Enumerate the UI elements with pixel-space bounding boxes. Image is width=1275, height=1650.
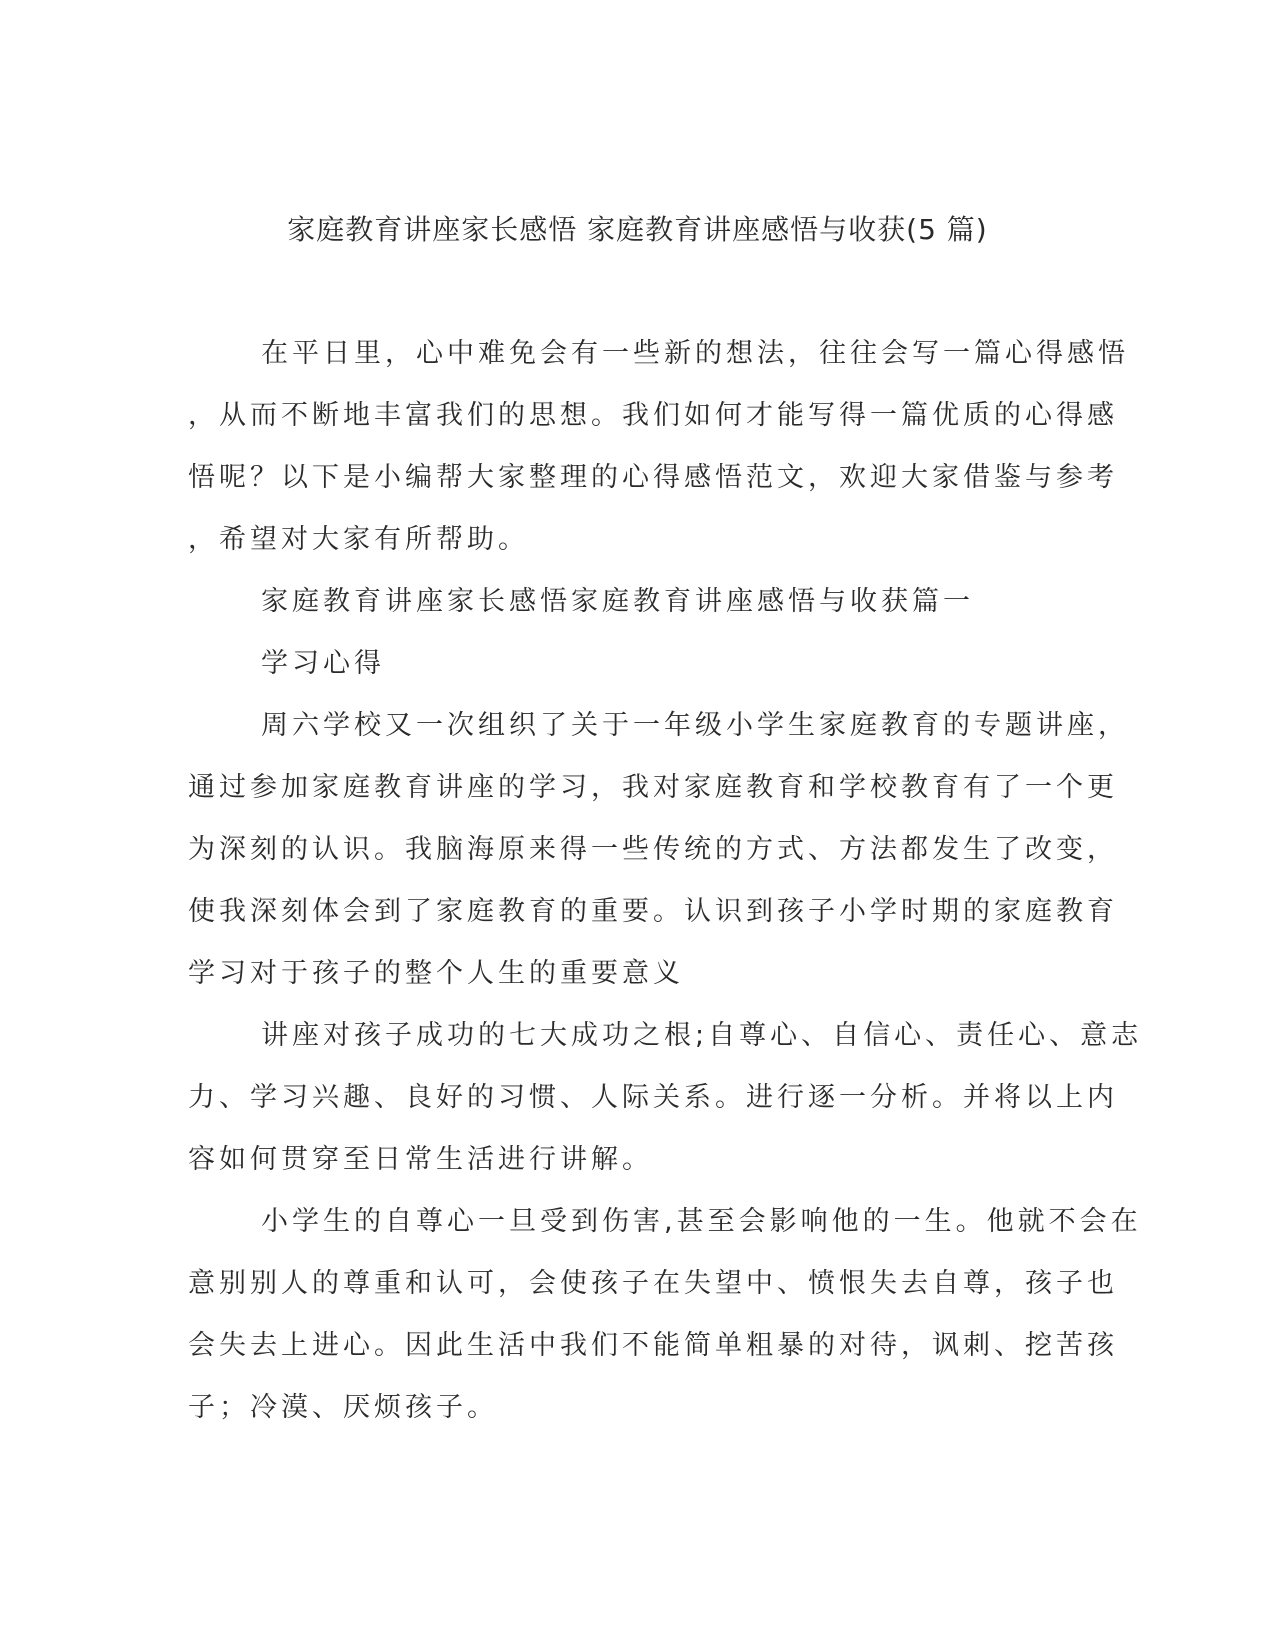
document-title: 家庭教育讲座家长感悟 家庭教育讲座感悟与收获(5 篇) <box>287 213 988 246</box>
paragraph-line: 小学生的自尊心一旦受到伤害,甚至会影响他的一生。他就不会在 <box>261 1206 1142 1237</box>
paragraph-line: 子；冷漠、厌烦孩子。 <box>188 1392 498 1423</box>
paragraph-line: 通过参加家庭教育讲座的学习，我对家庭教育和学校教育有了一个更 <box>188 772 1118 803</box>
paragraph-line: 为深刻的认识。我脑海原来得一些传统的方式、方法都发生了改变， <box>188 834 1118 865</box>
paragraph-line: 悟呢？以下是小编帮大家整理的心得感悟范文，欢迎大家借鉴与参考 <box>188 462 1118 493</box>
subsection-heading: 学习心得 <box>261 648 385 679</box>
paragraph-line: 周六学校又一次组织了关于一年级小学生家庭教育的专题讲座， <box>261 710 1129 741</box>
paragraph-line: ，希望对大家有所帮助。 <box>188 524 529 555</box>
paragraph-line: ，从而不断地丰富我们的思想。我们如何才能写得一篇优质的心得感 <box>188 400 1118 431</box>
paragraph-line: 力、学习兴趣、良好的习惯、人际关系。进行逐一分析。并将以上内 <box>188 1082 1118 1113</box>
paragraph-line: 学习对于孩子的整个人生的重要意义 <box>188 958 684 989</box>
paragraph-line: 在平日里，心中难免会有一些新的想法，往往会写一篇心得感悟 <box>261 338 1129 369</box>
section-heading: 家庭教育讲座家长感悟家庭教育讲座感悟与收获篇一 <box>261 586 974 617</box>
paragraph-line: 会失去上进心。因此生活中我们不能简单粗暴的对待，讽刺、挖苦孩 <box>188 1330 1118 1361</box>
paragraph-line: 使我深刻体会到了家庭教育的重要。认识到孩子小学时期的家庭教育 <box>188 896 1118 927</box>
document-body <box>188 323 1143 1439</box>
paragraph-line: 意别别人的尊重和认可，会使孩子在失望中、愤恨失去自尊，孩子也 <box>188 1268 1118 1299</box>
paragraph-line: 讲座对孩子成功的七大成功之根;自尊心、自信心、责任心、意志 <box>261 1020 1143 1051</box>
paragraph-line: 容如何贯穿至日常生活进行讲解。 <box>188 1144 653 1175</box>
